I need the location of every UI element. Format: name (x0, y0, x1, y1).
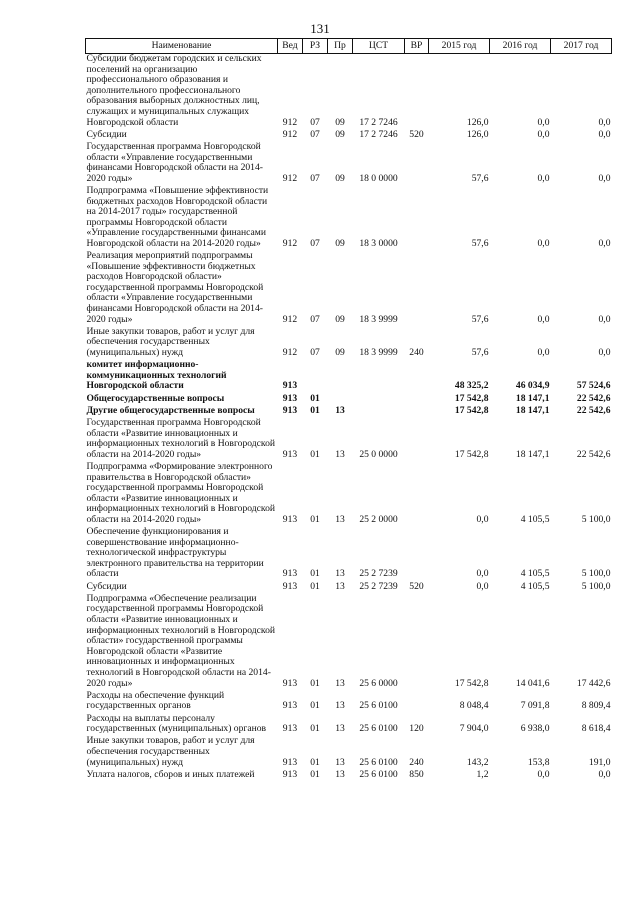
row-name-cell: Субсидии (86, 128, 127, 140)
row-pr-cell: 13 (335, 513, 345, 525)
row-rz-cell: 07 (310, 116, 320, 128)
row-pr-cell: 09 (335, 347, 345, 358)
row-cst-cell: 25 2 0000 (359, 513, 398, 525)
row-2016-cell: 0,0 (537, 347, 550, 358)
table-row (86, 418, 612, 462)
column-header-vr: ВР (405, 39, 429, 54)
column-header-cst: ЦСТ (353, 39, 405, 54)
row-name-cell: Иные закупки товаров, работ и услуг для обеспечения государственных (муниципальных) нужд (86, 735, 255, 768)
row-pr-cell: 09 (335, 237, 345, 249)
column-header-2017: 2017 год (551, 39, 612, 54)
row-2016-cell: 0,0 (537, 128, 550, 140)
row-cst-cell: 18 3 0000 (359, 237, 398, 249)
row-vr-cell: 520 (409, 128, 424, 140)
column-header-pr: Пр (328, 39, 353, 54)
row-2017-cell: 0,0 (598, 172, 611, 184)
row-pr-cell: 09 (335, 116, 345, 128)
row-2017-cell: 0,0 (598, 128, 611, 140)
row-2017-cell: 22 542,6 (576, 392, 611, 404)
table-row (86, 327, 612, 360)
row-rz-cell: 01 (310, 513, 320, 525)
row-rz-cell: 01 (310, 568, 320, 580)
row-name-cell: Расходы на выплаты персоналу государственных (муниципальных) органов (86, 712, 267, 735)
row-pr-cell: 13 (335, 568, 345, 580)
row-vr-cell (405, 406, 429, 418)
row-vr-cell (405, 418, 429, 462)
row-vr-cell (405, 462, 429, 527)
row-pr-cell: 09 (335, 128, 345, 140)
row-ved-cell: 913 (282, 513, 298, 525)
row-rz-cell: 01 (310, 392, 320, 404)
row-rz-cell: 07 (310, 347, 320, 358)
row-cst-cell: 25 6 0100 (359, 700, 398, 712)
table-row (86, 527, 612, 582)
row-ved-cell: 913 (282, 568, 298, 580)
row-2016-cell: 18 147,1 (515, 392, 550, 404)
table-row (86, 186, 612, 251)
row-2017-cell: 191,0 (588, 756, 611, 768)
table-row (86, 462, 612, 527)
row-name-cell: Подпрограмма «Повышение эффективности бюджетных расходов Новгородской области на 2014-2017 годы» государственной программы Новгородской области «Управление государственными финансами Новгородской области на 2014-2020 годы» (86, 184, 269, 249)
row-2017-cell: 0,0 (598, 237, 611, 249)
row-2017-cell: 57 524,6 (576, 380, 611, 392)
row-name-cell: Субсидии (86, 580, 127, 592)
row-name-cell: Субсидии бюджетам городских и сельских поселений на организацию профессионального образования и дополнительного профессионального образования выборных должностных лиц, служащих и муниципальных служащих Новгородской области (86, 53, 262, 128)
row-pr-cell: 13 (335, 448, 345, 460)
row-name-cell: Государственная программа Новгородской области «Развитие инновационных и информационных технологий в Новгородской области на 2014-2020 годы» (86, 416, 276, 460)
page-number: 131 (310, 21, 330, 36)
column-header-ved: Вед (278, 39, 303, 54)
row-vr-cell: 120 (409, 723, 424, 735)
column-header-rz: РЗ (303, 39, 328, 54)
row-2017-cell: 17 442,6 (576, 677, 611, 689)
row-ved-cell: 913 (282, 380, 298, 392)
budget-table (85, 38, 612, 782)
table-row (86, 251, 612, 327)
row-ved-cell: 913 (282, 392, 298, 404)
row-pr-cell: 13 (335, 768, 345, 780)
row-rz-cell: 01 (310, 404, 320, 416)
row-ved-cell: 913 (282, 723, 298, 735)
row-2016-cell: 0,0 (537, 172, 550, 184)
row-vr-cell (405, 394, 429, 406)
row-cst-cell: 17 2 7246 (359, 128, 398, 140)
row-name-cell: Уплата налогов, сборов и иных платежей (86, 768, 255, 780)
row-name-cell: Общегосударственные вопросы (86, 392, 225, 404)
row-pr-cell: 13 (335, 677, 345, 689)
row-rz-cell: 07 (310, 172, 320, 184)
table-header-row (86, 39, 612, 54)
row-rz-cell: 07 (310, 128, 320, 140)
row-cst-cell: 25 6 0100 (359, 723, 398, 735)
row-rz-cell: 01 (310, 756, 320, 768)
row-cst-cell: 18 3 9999 (359, 347, 398, 358)
row-2016-cell: 46 034,9 (515, 380, 550, 392)
row-2016-cell: 0,0 (537, 116, 550, 128)
row-2017-cell: 5 100,0 (581, 580, 611, 592)
row-2017-cell: 0,0 (598, 768, 611, 780)
row-ved-cell: 912 (282, 313, 298, 325)
row-2016-cell: 0,0 (537, 313, 550, 325)
row-vr-cell (405, 527, 429, 582)
row-vr-cell (405, 691, 429, 714)
row-cst-cell: 18 3 9999 (359, 313, 398, 325)
row-pr-cell: 09 (335, 313, 345, 325)
row-2015-cell: 0,0 (476, 568, 489, 580)
row-vr-cell: 850 (409, 768, 424, 780)
row-ved-cell: 913 (282, 677, 298, 689)
row-pr-cell: 13 (335, 756, 345, 768)
column-header-2016: 2016 год (490, 39, 551, 54)
row-2015-cell: 8 048,4 (459, 700, 489, 712)
row-ved-cell: 912 (282, 172, 298, 184)
row-name-cell: Другие общегосударственные вопросы (86, 404, 255, 416)
row-cst-cell (353, 394, 405, 406)
row-2015-cell: 0,0 (476, 580, 489, 592)
row-2015-cell: 17 542,8 (454, 404, 489, 416)
table-row (86, 142, 612, 186)
row-vr-cell: 520 (409, 580, 424, 592)
row-pr-cell: 09 (335, 172, 345, 184)
row-2015-cell: 143,2 (466, 756, 489, 768)
row-name-cell: Иные закупки товаров, работ и услуг для обеспечения государственных (муниципальных) нужд (86, 325, 255, 358)
table-row (86, 54, 612, 130)
row-pr-cell: 13 (335, 700, 345, 712)
row-2017-cell: 0,0 (598, 116, 611, 128)
row-2016-cell: 18 147,1 (515, 404, 550, 416)
row-vr-cell (405, 360, 429, 393)
row-rz-cell: 01 (310, 723, 320, 735)
row-vr-cell (405, 142, 429, 186)
row-cst-cell: 25 2 7239 (359, 580, 398, 592)
row-cst-cell: 25 6 0000 (359, 677, 398, 689)
row-name-cell: Подпрограмма «Формирование электронного правительства в Новгородской области» государственной программы Новгородской области «Развитие инновационных и информационных технологий в Новгородской области на 2014-2020 годы» (86, 460, 276, 525)
row-2016-cell: 7 091,8 (520, 700, 550, 712)
row-2016-cell: 18 147,1 (515, 448, 550, 460)
row-ved-cell: 913 (282, 768, 298, 780)
row-rz-cell (303, 360, 328, 393)
row-vr-cell: 240 (409, 347, 424, 358)
row-name-cell: Расходы на обеспечение функций государственных органов (86, 689, 225, 712)
row-cst-cell: 25 2 7239 (359, 568, 398, 580)
table-row (86, 691, 612, 714)
row-pr-cell: 13 (335, 580, 345, 592)
row-2015-cell: 17 542,8 (454, 448, 489, 460)
row-vr-cell (405, 594, 429, 691)
table-row (86, 582, 612, 594)
row-ved-cell: 913 (282, 700, 298, 712)
row-cst-cell: 18 0 0000 (359, 172, 398, 184)
row-vr-cell: 240 (409, 756, 424, 768)
table-row (86, 594, 612, 691)
row-2015-cell: 48 325,2 (454, 380, 489, 392)
table-body (86, 54, 612, 782)
row-cst-cell: 25 6 0100 (359, 768, 398, 780)
row-2015-cell: 57,6 (471, 347, 489, 358)
row-vr-cell (405, 186, 429, 251)
table-row (86, 360, 612, 393)
row-ved-cell: 913 (282, 404, 298, 416)
row-2015-cell: 126,0 (466, 116, 489, 128)
row-rz-cell: 07 (310, 237, 320, 249)
row-2017-cell: 22 542,6 (576, 404, 611, 416)
row-2017-cell: 8 809,4 (581, 700, 611, 712)
row-2017-cell: 5 100,0 (581, 513, 611, 525)
row-2015-cell: 0,0 (476, 513, 489, 525)
row-name-cell: комитет информационно-коммуникационных технологий Новгородской области (86, 359, 227, 392)
row-rz-cell: 01 (310, 768, 320, 780)
row-cst-cell (353, 406, 405, 418)
row-2015-cell: 57,6 (471, 237, 489, 249)
row-2015-cell: 7 904,0 (459, 723, 489, 735)
row-2015-cell: 126,0 (466, 128, 489, 140)
row-vr-cell (405, 54, 429, 130)
row-pr-cell: 13 (335, 404, 345, 416)
table-row (86, 736, 612, 769)
row-2016-cell: 4 105,5 (520, 513, 550, 525)
row-name-cell: Обеспечение функционирования и совершенствование информационно-технологической инфраструктуры электронного правительства на территории области (86, 526, 264, 580)
row-cst-cell (353, 360, 405, 393)
row-2015-cell: 17 542,8 (454, 677, 489, 689)
row-2017-cell: 8 618,4 (581, 723, 611, 735)
row-ved-cell: 912 (282, 128, 298, 140)
row-ved-cell: 913 (282, 756, 298, 768)
row-pr-cell (328, 394, 353, 406)
row-rz-cell: 01 (310, 448, 320, 460)
row-ved-cell: 912 (282, 347, 298, 358)
row-2015-cell: 57,6 (471, 313, 489, 325)
column-header-name: Наименование (86, 39, 278, 54)
row-2015-cell: 1,2 (476, 768, 489, 780)
row-name-cell: Государственная программа Новгородской области «Управление государственными финансами Новгородской области на 2014-2020 годы» (86, 140, 263, 184)
row-2017-cell: 0,0 (598, 313, 611, 325)
row-pr-cell: 13 (335, 723, 345, 735)
row-rz-cell: 07 (310, 313, 320, 325)
row-pr-cell (328, 360, 353, 393)
row-vr-cell (405, 251, 429, 327)
row-2016-cell: 4 105,5 (520, 580, 550, 592)
row-rz-cell: 01 (310, 580, 320, 592)
row-ved-cell: 912 (282, 237, 298, 249)
row-2015-cell: 17 542,8 (454, 392, 489, 404)
row-2016-cell: 0,0 (537, 768, 550, 780)
row-2017-cell: 0,0 (598, 347, 611, 358)
row-rz-cell: 01 (310, 700, 320, 712)
row-name-cell: Реализация мероприятий подпрограммы «Повышение эффективности бюджетных расходов Новгородской области» государственной программы Новгородской области «Управление государственными финансами Новгородской области на 2014-2020 годы» (86, 250, 264, 325)
row-2016-cell: 153,8 (527, 756, 550, 768)
row-ved-cell: 913 (282, 448, 298, 460)
row-2016-cell: 0,0 (537, 237, 550, 249)
row-ved-cell: 912 (282, 116, 298, 128)
table-row (86, 394, 612, 406)
row-rz-cell: 01 (310, 677, 320, 689)
row-2016-cell: 6 938,0 (520, 723, 550, 735)
row-cst-cell: 25 6 0100 (359, 756, 398, 768)
row-name-cell: Подпрограмма «Обеспечение реализации государственной программы Новгородской области «Развитие инновационных и информационных технологий в Новгородской области» государственной программы Новгородской области «Развитие инновационных и информационных технологий в Новгородской области на 2014-2020 годы» (86, 592, 276, 689)
table-row (86, 714, 612, 737)
row-2016-cell: 14 041,6 (515, 677, 550, 689)
row-ved-cell: 913 (282, 580, 298, 592)
row-2015-cell: 57,6 (471, 172, 489, 184)
row-2017-cell: 5 100,0 (581, 568, 611, 580)
row-2017-cell: 22 542,6 (576, 448, 611, 460)
row-2016-cell: 4 105,5 (520, 568, 550, 580)
table-row (86, 770, 612, 782)
row-cst-cell: 17 2 7246 (359, 116, 398, 128)
column-header-2015: 2015 год (429, 39, 490, 54)
row-cst-cell: 25 0 0000 (359, 448, 398, 460)
